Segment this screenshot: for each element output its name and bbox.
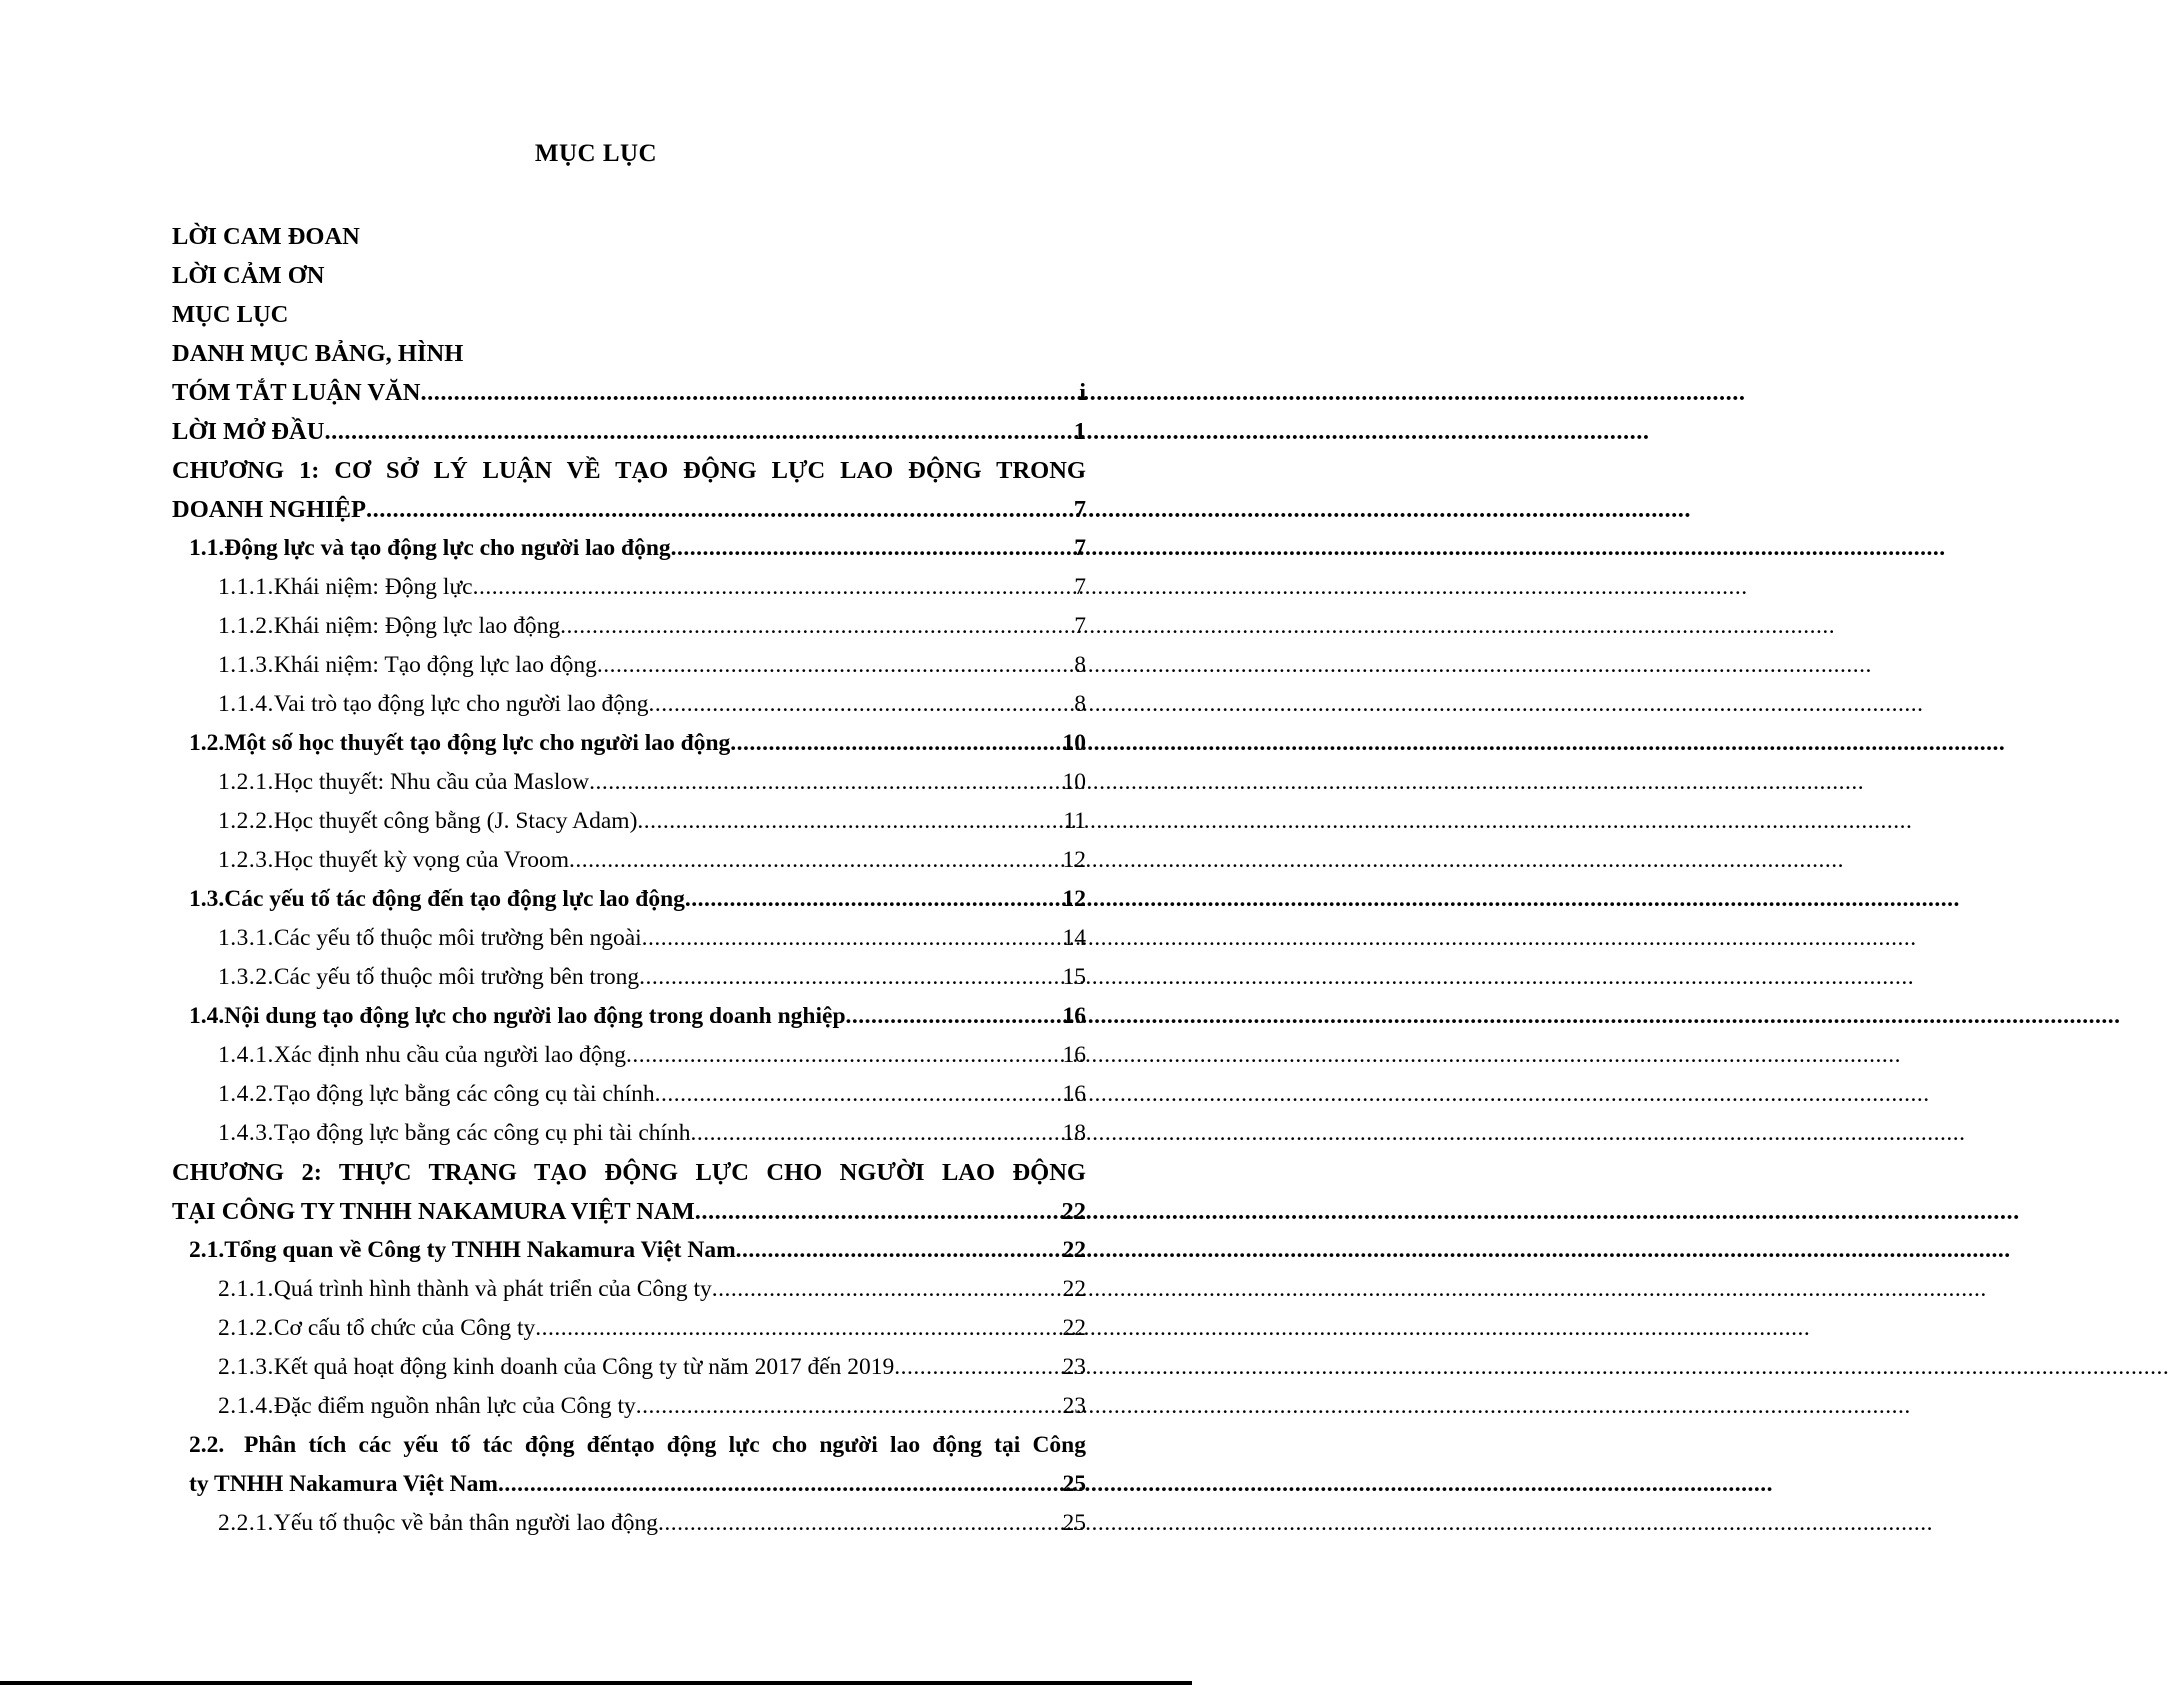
- toc-entry-title: Quá trình hình thành và phát triển của Công ty: [273, 1276, 712, 1302]
- toc-entry-number: 1.3.1.: [218, 925, 274, 951]
- toc-entry: [172, 1036, 1086, 1075]
- toc-entry-number: 1.2.3.: [218, 847, 274, 873]
- toc-entry-number: 2.1.3.: [218, 1354, 274, 1380]
- toc-entry-page: 12: [1062, 886, 1086, 912]
- toc-entry: [172, 646, 1086, 685]
- toc-dot-leader: [691, 1114, 1062, 1153]
- toc-entry-title: Học thuyết: Nhu cầu của Maslow: [273, 769, 590, 795]
- toc-entry-page: 22: [1062, 1237, 1086, 1263]
- toc-entry-number: 1.1.: [189, 535, 225, 561]
- toc-entry-page: 14: [1062, 925, 1086, 951]
- toc-entry-number: 2.2.: [189, 1432, 225, 1458]
- toc-entry: [172, 919, 1086, 958]
- toc-entry: [172, 1309, 1086, 1348]
- toc-entry-title: Các yếu tố thuộc môi trường bên trong: [273, 964, 640, 990]
- toc-entry-number: 1.1.4.: [218, 691, 274, 717]
- toc-entry-page: 8: [1074, 691, 1086, 717]
- toc-entry-title: Các yếu tố tác động đến tạo động lực lao động: [224, 886, 685, 912]
- toc-entry-title: Yếu tố thuộc về bản thân người lao động: [273, 1510, 658, 1536]
- toc-entry: [172, 802, 1086, 841]
- toc-dot-leader: [642, 919, 1062, 958]
- toc-entry-page: i: [1079, 379, 1086, 406]
- toc-entry-title: Đặc điểm nguồn nhân lực của Công ty: [273, 1393, 636, 1419]
- toc-entry: [172, 1192, 1086, 1231]
- toc-entry-page: 16: [1062, 1003, 1086, 1029]
- toc-entry-title: Nội dung tạo động lực cho người lao động trong doanh nghiệp: [224, 1003, 846, 1029]
- toc-entry: [172, 412, 1086, 451]
- toc-entry: [172, 607, 1086, 646]
- toc-dot-leader: [324, 412, 1072, 451]
- toc-entry-number: 1.4.1.: [218, 1042, 274, 1068]
- toc-entry: [172, 997, 1086, 1036]
- toc-entry: [172, 841, 1086, 880]
- toc-entry-title: TÓM TẮT LUẬN VĂN: [172, 379, 421, 406]
- toc-entry-page: 16: [1062, 1042, 1086, 1068]
- toc-entry-title: Khái niệm: Tạo động lực lao động: [273, 652, 597, 678]
- toc-entry-page: 23: [1062, 1393, 1086, 1419]
- toc-entry-title: Vai trò tạo động lực cho người lao động: [273, 691, 649, 717]
- toc-entry: [172, 217, 1086, 256]
- toc-entry-title: Xác định nhu cầu của người lao động: [273, 1042, 626, 1068]
- toc-entry: [172, 958, 1086, 997]
- toc-entry-number: 2.1.1.: [218, 1276, 274, 1302]
- toc-entry-number: 2.1.: [189, 1237, 225, 1263]
- toc-entry-title: LỜI MỞ ĐẦU: [172, 418, 325, 445]
- toc-entry-number: 1.2.: [189, 730, 225, 756]
- toc-dot-leader: [636, 1387, 1062, 1426]
- toc-entry-title: Phân tích các yếu tố tác động đếntạo động lực cho người lao động tại Công: [244, 1432, 1086, 1458]
- toc-entry-page: 11: [1063, 808, 1086, 834]
- toc-dot-leader: [639, 958, 1061, 997]
- toc-dot-leader: [685, 880, 1062, 919]
- toc-dot-leader: [498, 1465, 1062, 1504]
- toc-entry-number: 1.2.1.: [218, 769, 274, 795]
- toc-entry-page: 10: [1062, 730, 1086, 756]
- toc-entry-title: Học thuyết kỳ vọng của Vroom: [273, 847, 569, 873]
- toc-entry-number: 1.4.: [189, 1003, 225, 1029]
- toc-entry-page: 18: [1062, 1120, 1086, 1146]
- toc-entry: [172, 880, 1086, 919]
- toc-entry-page: 22: [1062, 1315, 1086, 1341]
- toc-entry-title: Cơ cấu tổ chức của Công ty: [273, 1315, 536, 1341]
- toc-entry-title: ty TNHH Nakamura Việt Nam: [189, 1471, 498, 1497]
- toc-entry: [172, 334, 1086, 373]
- toc-entry-title: Động lực và tạo động lực cho người lao động: [224, 535, 671, 561]
- toc-entry-page: 12: [1062, 847, 1086, 873]
- toc-entry: [172, 1075, 1086, 1114]
- toc-entry-title: TẠI CÔNG TY TNHH NAKAMURA VIỆT NAM: [172, 1198, 695, 1225]
- toc-entry-title: Các yếu tố thuộc môi trường bên ngoài: [273, 925, 642, 951]
- toc-entry: [172, 451, 1086, 490]
- toc-entry: [172, 1504, 1086, 1543]
- toc-entry: [172, 1465, 1086, 1504]
- toc-entry-page: 10: [1062, 769, 1086, 795]
- toc-dot-leader: [846, 997, 1062, 1036]
- toc-entry: [172, 568, 1086, 607]
- toc-entry: [172, 763, 1086, 802]
- toc-entry-page: 16: [1062, 1081, 1086, 1107]
- toc-entry-title: Tạo động lực bằng các công cụ phi tài chính: [273, 1120, 691, 1146]
- toc-entry-page: 7: [1073, 496, 1086, 523]
- toc-entry-title: MỤC LỤC: [172, 301, 289, 328]
- toc-entry-title: CHƯƠNG 1: CƠ SỞ LÝ LUẬN VỀ TẠO ĐỘNG LỰC LAO ĐỘNG TRONG: [172, 457, 1086, 484]
- page-title: MỤC LỤC: [534, 140, 658, 167]
- toc-dot-leader: [473, 568, 1074, 607]
- toc-dot-leader: [736, 1231, 1062, 1270]
- toc-entry-title: Khái niệm: Động lực: [273, 574, 473, 600]
- toc-entry-title: LỜI CAM ĐOAN: [172, 223, 360, 250]
- toc-entry: [172, 1114, 1086, 1153]
- toc-dot-leader: [589, 763, 1061, 802]
- toc-dot-leader: [730, 724, 1061, 763]
- toc-entry-title: Khái niệm: Động lực lao động: [273, 613, 561, 639]
- toc-entry-number: 1.4.3.: [218, 1120, 274, 1146]
- toc-entry-page: 15: [1062, 964, 1086, 990]
- toc-entry-title: Kết quả hoạt động kinh doanh của Công ty từ năm 2017 đến 2019: [273, 1354, 895, 1380]
- toc-entry-page: 25: [1062, 1471, 1086, 1497]
- toc-dot-leader: [712, 1270, 1062, 1309]
- toc-entry-title: Một số học thuyết tạo động lực cho người lao động: [224, 730, 731, 756]
- toc-entry-page: 1: [1073, 418, 1086, 445]
- toc-dot-leader: [894, 1348, 1061, 1387]
- toc-entry-title: CHƯƠNG 2: THỰC TRẠNG TẠO ĐỘNG LỰC CHO NGƯỜI LAO ĐỘNG: [172, 1159, 1086, 1186]
- toc-dot-leader: [366, 490, 1073, 529]
- toc-entry-page: 22: [1061, 1198, 1086, 1225]
- toc-entry-number: 1.1.1.: [218, 574, 274, 600]
- toc-entry: [172, 1348, 1086, 1387]
- toc-entry-page: 7: [1074, 535, 1086, 561]
- toc-entry-title: DANH MỤC BẢNG, HÌNH: [172, 340, 464, 367]
- toc-dot-leader: [637, 802, 1062, 841]
- toc-entry-number: 1.4.2.: [218, 1081, 274, 1107]
- toc-entry-page: 23: [1062, 1354, 1086, 1380]
- toc-entry-page: 25: [1062, 1510, 1086, 1536]
- toc-entry-page: 7: [1074, 613, 1086, 639]
- toc-entry: [172, 685, 1086, 724]
- toc-entry: [172, 490, 1086, 529]
- toc-dot-leader: [626, 1036, 1062, 1075]
- toc-entry-number: 2.2.1.: [218, 1510, 274, 1536]
- toc-dot-leader: [535, 1309, 1061, 1348]
- toc-dot-leader: [695, 1192, 1061, 1231]
- toc-entry: [172, 1426, 1086, 1465]
- toc-entry-page: 8: [1074, 652, 1086, 678]
- toc-dot-leader: [658, 1504, 1062, 1543]
- toc-entry: [172, 1153, 1086, 1192]
- toc-entry: [172, 724, 1086, 763]
- toc-dot-leader: [649, 685, 1074, 724]
- toc-entry-title: DOANH NGHIỆP: [172, 496, 366, 523]
- toc-entry-number: 1.1.3.: [218, 652, 274, 678]
- toc-entry: [172, 256, 1086, 295]
- toc-entry-title: LỜI CẢM ƠN: [172, 262, 325, 289]
- toc-dot-leader: [671, 529, 1074, 568]
- table-of-contents: [172, 217, 1086, 1543]
- toc-entry-number: 1.3.: [189, 886, 225, 912]
- toc-entry-title: Tạo động lực bằng các công cụ tài chính: [273, 1081, 655, 1107]
- toc-dot-leader: [560, 607, 1073, 646]
- toc-dot-leader: [655, 1075, 1062, 1114]
- toc-entry: [172, 295, 1086, 334]
- toc-entry: [172, 1231, 1086, 1270]
- toc-dot-leader: [569, 841, 1062, 880]
- toc-entry: [172, 1270, 1086, 1309]
- toc-entry-number: 1.1.2.: [218, 613, 274, 639]
- toc-dot-leader: [420, 373, 1078, 412]
- toc-entry-number: 2.1.4.: [218, 1393, 274, 1419]
- toc-entry-title: Học thuyết công bằng (J. Stacy Adam): [273, 808, 638, 834]
- toc-entry: [172, 529, 1086, 568]
- toc-entry-number: 1.3.2.: [218, 964, 274, 990]
- toc-entry: [172, 1387, 1086, 1426]
- toc-entry-page: 7: [1074, 574, 1086, 600]
- toc-entry-number: 2.1.2.: [218, 1315, 274, 1341]
- toc-entry-title: Tổng quan về Công ty TNHH Nakamura Việt Nam: [224, 1237, 736, 1263]
- toc-entry-number: 1.2.2.: [218, 808, 274, 834]
- toc-entry-page: 22: [1062, 1276, 1086, 1302]
- toc-entry: [172, 373, 1086, 412]
- toc-dot-leader: [597, 646, 1073, 685]
- page-bottom-border: [0, 1681, 1192, 1685]
